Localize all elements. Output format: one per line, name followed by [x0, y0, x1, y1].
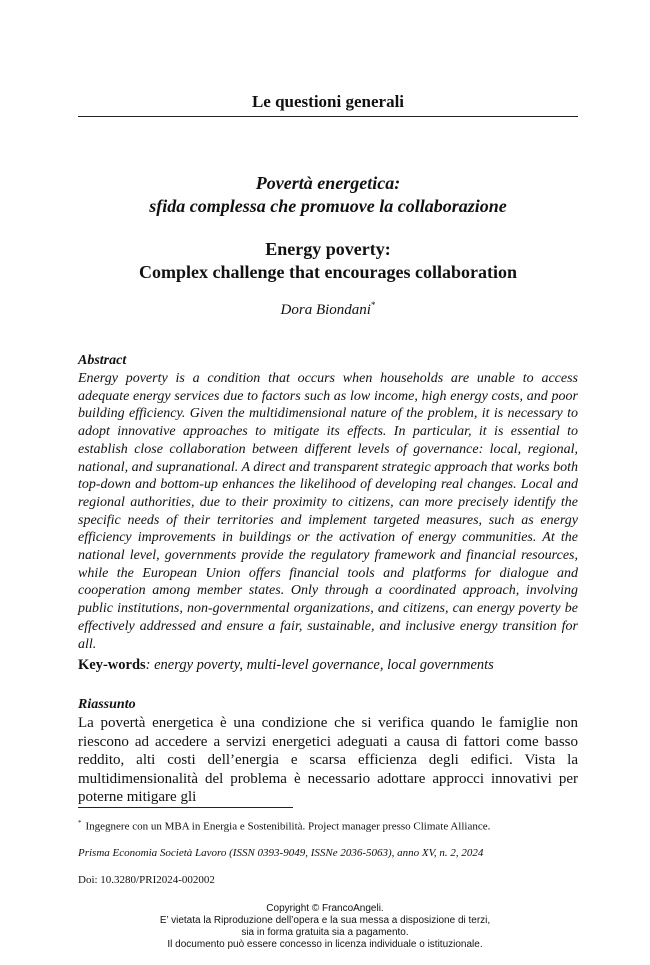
keywords-label: Key-words [78, 657, 146, 673]
riassunto-heading: Riassunto [78, 697, 136, 712]
italian-title-line1: Povertà energetica: [255, 173, 401, 193]
keywords-values: : energy poverty, multi-level governance, local governments [145, 657, 494, 673]
abstract-text: Energy poverty is a condition that occurs when households are unable to access adequate energy services due to factors such as low income, high energy costs, and poor building efficiency. Given the multidimensional nature of the problem, it is necessary to adopt innovative approaches to mitigate its effects. In particular, it is essential to establish close collaboration between different levels of governance: local, regional, national, and supranational. A direct and transparent strategic approach that works both top-down and bottom-up enhances the likelihood of developing real changes. Local and regional authorities, due to their proximity to citizens, can more precisely identify the specific needs of their territories and implement targeted measures, such as energy efficiency improvements in buildings or the activation of energy communities. At the national level, governments provide the regulatory framework and financial resources, while the European Union offers financial tools and platforms for dialogue and cooperation among member states. Only through a coordinated approach, involving public institutions, non-governmental organizations, and citizens, can energy poverty be effectively addressed and ensure a fair, sustainable, and inclusive energy transition for all. [78, 371, 578, 652]
riassunto-text: La povertà energetica è una condizione che si verifica quando le famiglie non riescono ad accedere a servizi energetici adeguati a causa di fattori come basso reddito, alti costi dell’energia e scarsa efficienza degli edifici. Vista la multidimensionalità del problema è necessario adottare approcci innovativi per poterne mitigare gli [78, 715, 578, 805]
doi-line: Doi: 10.3280/PRI2024-002002 [78, 874, 215, 886]
italian-title [78, 172, 578, 218]
italian-title-line2: sfida complessa che promuove la collaborazione [149, 196, 507, 216]
footnote-rule [78, 807, 293, 808]
journal-citation: Prisma Economia Società Lavoro (ISSN 0393-9049, ISSNe 2036-5063), anno XV, n. 2, 2024 [78, 847, 484, 859]
keywords-line [78, 657, 578, 674]
footnote-mark: * [78, 819, 82, 827]
english-title [78, 238, 578, 284]
copyright-line1: Copyright © FrancoAngeli. [266, 903, 384, 914]
section-header: Le questioni generali [251, 92, 405, 111]
english-title-line1: Energy poverty: [265, 239, 391, 259]
copyright-line3: sia in forma gratuita sia a pagamento. [241, 927, 409, 938]
copyright-line4: Il documento può essere concesso in licenza individuale o istituzionale. [167, 939, 483, 950]
abstract-heading: Abstract [78, 353, 127, 368]
author-footnote-mark: * [370, 300, 376, 310]
author-line [78, 300, 578, 319]
author-name: Dora Biondani [280, 302, 371, 318]
author-footnote [78, 819, 578, 833]
copyright-line2: E’ vietata la Riproduzione dell’opera e la sua messa a disposizione di terzi, [159, 915, 491, 926]
header-rule [78, 116, 578, 117]
copyright-notice [0, 903, 650, 951]
footnote-text: Ingegnere con un MBA in Energia e Sostenibilità. Project manager presso Climate Alliance. [85, 820, 491, 833]
english-title-line2: Complex challenge that encourages collaboration [139, 262, 517, 282]
